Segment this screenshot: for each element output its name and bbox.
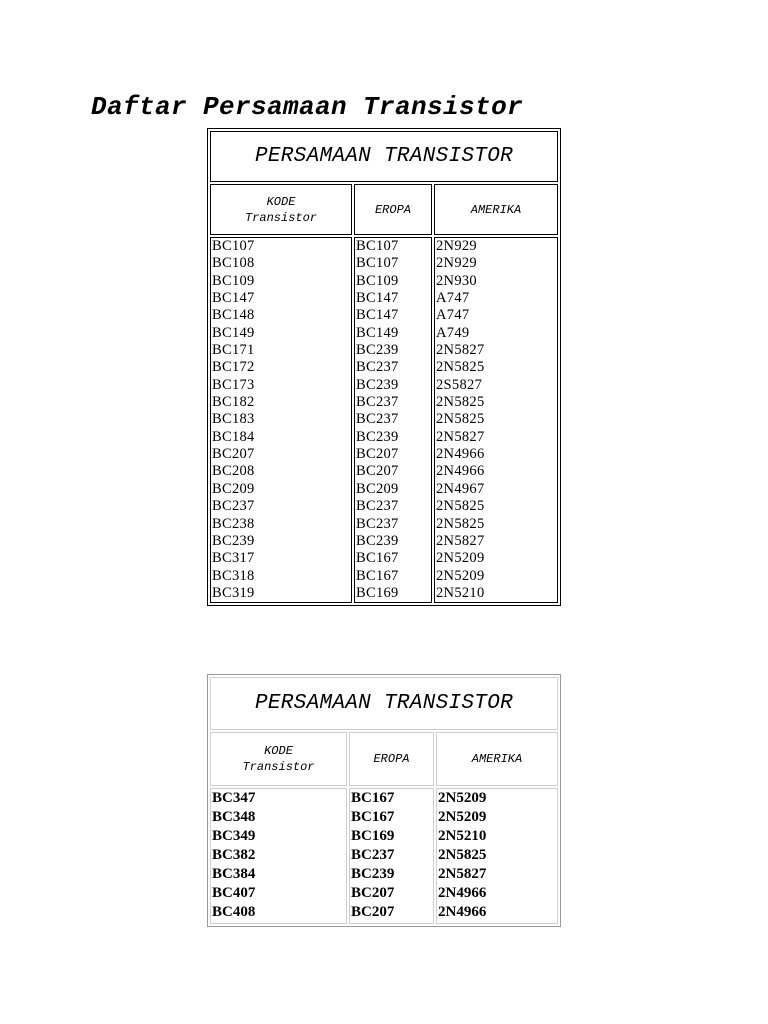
- amerika-cell: 2N4966: [436, 463, 485, 480]
- column-header-kode: [210, 732, 347, 786]
- amerika-cell: 2N4966: [438, 904, 487, 920]
- kode-cell: BC407: [212, 885, 256, 901]
- eropa-cell: BC147: [356, 290, 399, 307]
- amerika-cell: 2N929: [436, 238, 477, 254]
- amerika-cell: 2N5825: [436, 359, 485, 376]
- header-kode-line2: Transistor: [244, 210, 317, 225]
- eropa-cell: BC239: [356, 428, 399, 445]
- kode-cell: BC207: [212, 446, 255, 463]
- kode-cell: BC348: [212, 809, 256, 825]
- table-caption: PERSAMAAN TRANSISTOR: [210, 131, 558, 182]
- eropa-cell: BC167: [356, 567, 399, 584]
- eropa-cell: BC237: [356, 359, 399, 376]
- header-kode-line2: Transistor: [242, 760, 315, 774]
- kode-cell: BC384: [212, 866, 256, 882]
- amerika-cell: 2N5210: [436, 584, 485, 601]
- eropa-cell: BC147: [356, 307, 399, 324]
- kode-cell: BC149: [212, 324, 255, 341]
- eropa-cell: BC239: [356, 532, 399, 549]
- amerika-cell: 2N5825: [438, 847, 487, 863]
- eropa-cell: BC169: [356, 584, 399, 601]
- kode-cell: BC171: [212, 342, 255, 359]
- kode-cell: BC349: [212, 828, 256, 844]
- kode-cell: BC109: [212, 272, 255, 289]
- eropa-cell: BC237: [351, 847, 395, 863]
- amerika-cell: 2N5209: [438, 809, 487, 825]
- amerika-cell: 2N4966: [438, 885, 487, 901]
- amerika-cell: 2N5209: [436, 567, 485, 584]
- amerika-cell: 2N4967: [436, 480, 485, 497]
- kode-cell: BC107: [212, 238, 255, 254]
- eropa-column-cells: [354, 237, 432, 603]
- eropa-cell: BC149: [356, 324, 399, 341]
- amerika-cell: 2N5827: [436, 428, 485, 445]
- amerika-cell: 2N5827: [436, 532, 485, 549]
- kode-column-cells: [210, 237, 352, 603]
- kode-cell: BC209: [212, 480, 255, 497]
- eropa-cell: BC169: [351, 828, 395, 844]
- amerika-cell: 2N5825: [436, 515, 485, 532]
- amerika-cell: 2N5825: [436, 411, 485, 428]
- transistor-table-2: [207, 674, 561, 927]
- eropa-cell: BC167: [356, 550, 399, 567]
- column-header-amerika: AMERIKA: [434, 184, 558, 235]
- kode-cell: BC172: [212, 359, 255, 376]
- column-header-eropa: EROPA: [354, 184, 432, 235]
- kode-cell: BC182: [212, 394, 255, 411]
- kode-cell: BC184: [212, 428, 255, 445]
- amerika-cell: 2N5210: [438, 828, 487, 844]
- amerika-cell: 2N5825: [436, 498, 485, 515]
- eropa-cell: BC239: [351, 866, 395, 882]
- eropa-cell: BC237: [356, 498, 399, 515]
- kode-cell: BC147: [212, 290, 255, 307]
- page-title: Daftar Persamaan Transistor: [91, 92, 524, 122]
- transistor-table-1: [207, 128, 561, 606]
- kode-cell: BC237: [212, 498, 255, 515]
- kode-cell: BC317: [212, 550, 255, 567]
- amerika-column-cells: [436, 788, 558, 924]
- column-header-amerika: AMERIKA: [436, 732, 558, 786]
- eropa-cell: BC209: [356, 480, 399, 497]
- amerika-cell: 2N5209: [438, 790, 487, 806]
- kode-cell: BC183: [212, 411, 255, 428]
- eropa-cell: BC107: [356, 255, 399, 272]
- eropa-cell: BC237: [356, 515, 399, 532]
- amerika-cell: A749: [436, 324, 470, 341]
- eropa-cell: BC239: [356, 342, 399, 359]
- eropa-cell: BC237: [356, 411, 399, 428]
- header-kode-line1: KODE: [266, 194, 296, 209]
- table-caption: PERSAMAAN TRANSISTOR: [210, 677, 558, 730]
- kode-cell: BC408: [212, 904, 256, 920]
- amerika-cell: A747: [436, 290, 470, 307]
- amerika-cell: 2N5827: [438, 866, 487, 882]
- eropa-cell: BC207: [351, 904, 395, 920]
- eropa-cell: BC207: [356, 446, 399, 463]
- kode-cell: BC319: [212, 584, 255, 601]
- amerika-cell: 2N929: [436, 255, 477, 272]
- kode-cell: BC148: [212, 307, 255, 324]
- kode-cell: BC208: [212, 463, 255, 480]
- eropa-cell: BC239: [356, 376, 399, 393]
- kode-cell: BC238: [212, 515, 255, 532]
- column-header-eropa: EROPA: [349, 732, 434, 786]
- eropa-cell: BC167: [351, 809, 395, 825]
- kode-cell: BC382: [212, 847, 256, 863]
- amerika-cell: 2S5827: [436, 376, 483, 393]
- kode-cell: BC347: [212, 790, 256, 806]
- kode-column-cells: [210, 788, 347, 924]
- kode-cell: BC239: [212, 532, 255, 549]
- amerika-cell: 2N930: [436, 272, 477, 289]
- eropa-cell: BC107: [356, 238, 399, 254]
- amerika-cell: 2N5209: [436, 550, 485, 567]
- eropa-column-cells: [349, 788, 434, 924]
- eropa-cell: BC207: [351, 885, 395, 901]
- kode-cell: BC173: [212, 376, 255, 393]
- amerika-cell: 2N5827: [436, 342, 485, 359]
- eropa-cell: BC109: [356, 272, 399, 289]
- kode-cell: BC108: [212, 255, 255, 272]
- kode-cell: BC318: [212, 567, 255, 584]
- eropa-cell: BC167: [351, 790, 395, 806]
- amerika-cell: 2N4966: [436, 446, 485, 463]
- amerika-column-cells: [434, 237, 558, 603]
- column-header-kode: [210, 184, 352, 235]
- amerika-cell: 2N5825: [436, 394, 485, 411]
- amerika-cell: A747: [436, 307, 470, 324]
- eropa-cell: BC207: [356, 463, 399, 480]
- eropa-cell: BC237: [356, 394, 399, 411]
- header-kode-line1: KODE: [264, 744, 293, 758]
